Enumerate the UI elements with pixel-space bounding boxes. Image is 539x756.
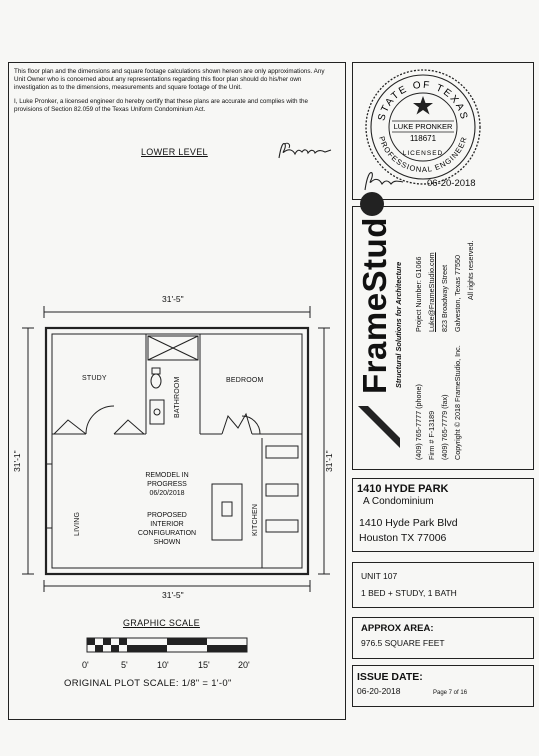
dimension-right: 31'-1" bbox=[324, 450, 334, 472]
room-label-bedroom: BEDROOM bbox=[226, 377, 264, 384]
remodel-line-1: REMODEL IN bbox=[145, 472, 189, 479]
scale-tick-15: 15' bbox=[198, 660, 210, 670]
graphic-scale-title: GRAPHIC SCALE bbox=[123, 618, 200, 628]
remodel-line-3: 06/20/2018 bbox=[149, 490, 185, 497]
floor-plan bbox=[14, 288, 336, 608]
area-info-box bbox=[352, 617, 534, 659]
room-label-kitchen: KITCHEN bbox=[252, 503, 259, 536]
scale-tick-20: 20' bbox=[238, 660, 250, 670]
firm-rights: All rights reserved. bbox=[466, 240, 475, 300]
dimension-bottom: 31'-5" bbox=[162, 590, 184, 600]
firm-copyright: Copyright © 2018 FrameStudio, Inc. bbox=[453, 345, 462, 460]
firm-tagline: Structural Solutions for Architecture bbox=[394, 261, 403, 388]
disclaimer-paragraph-1: This floor plan and the dimensions and square footage calculations shown hereon are only approximations. Any Unit Owner who is concerned about any representations regarding this floor plan should do his/her own investigation as to the dimensions, measurements and square footage of the Unit. bbox=[14, 68, 325, 92]
building-address-line-1: 1410 Hyde Park Blvd bbox=[359, 517, 458, 529]
room-label-living: LIVING bbox=[74, 511, 81, 536]
seal-number: 118671 bbox=[409, 134, 437, 143]
scale-tick-10: 10' bbox=[157, 660, 169, 670]
seal-date: 06-20-2018 bbox=[427, 178, 476, 189]
building-address-line-2: Houston TX 77006 bbox=[359, 532, 447, 544]
firm-street: 823 Broadway Street bbox=[440, 264, 449, 332]
remodel-note bbox=[122, 471, 212, 498]
issue-info-box bbox=[352, 665, 534, 707]
firm-fax: (409) 765-7779 (fax) bbox=[440, 394, 449, 460]
firm-email[interactable]: Luke@FrameStudio.com bbox=[427, 252, 436, 332]
building-info-box bbox=[352, 478, 534, 552]
seal-bottom-text: PROFESSIONAL ENGINEER bbox=[377, 135, 469, 175]
issue-title: ISSUE DATE: bbox=[357, 671, 423, 683]
dimension-top: 31'-5" bbox=[162, 294, 184, 304]
disclaimer bbox=[14, 68, 336, 119]
building-subtitle: A Condominium bbox=[363, 496, 434, 507]
certification-paragraph: I, Luke Pronker, a licensed engineer do hereby certify that these plans are accurate and complies with the provisions of Section 82.059 of the Texas Uniform Condominium Act. bbox=[14, 97, 309, 113]
logo-triangle-icon bbox=[356, 404, 402, 450]
project-number: Project Number: G1066 bbox=[414, 256, 423, 332]
area-value: 976.5 SQUARE FEET bbox=[361, 638, 445, 648]
scale-tick-5: 5' bbox=[121, 660, 128, 670]
brand-circle-icon bbox=[360, 192, 384, 216]
unit-description: 1 BED + STUDY, 1 BATH bbox=[361, 588, 457, 598]
original-plot-scale: ORIGINAL PLOT SCALE: 1/8" = 1'-0" bbox=[64, 678, 232, 689]
building-title: 1410 HYDE PARK bbox=[357, 483, 449, 495]
seal-top-text: STATE OF TEXAS bbox=[376, 79, 470, 123]
floor-plan-drawing bbox=[14, 288, 336, 608]
firm-brand-text: FrameStud bbox=[356, 217, 393, 394]
level-title: LOWER LEVEL bbox=[141, 147, 208, 157]
firm-number: Firm # F-13189 bbox=[427, 410, 436, 460]
graphic-scale-bar bbox=[86, 634, 248, 656]
proposed-line-1: PROPOSED bbox=[147, 512, 187, 519]
area-title: APPROX AREA: bbox=[361, 623, 434, 634]
scale-tick-0: 0' bbox=[82, 660, 89, 670]
seal-signature bbox=[361, 168, 407, 194]
star-icon bbox=[413, 96, 433, 115]
proposed-line-4: SHOWN bbox=[153, 539, 181, 546]
firm-city: Galveston, Texas 77550 bbox=[453, 255, 462, 332]
firm-logo-rotated bbox=[352, 206, 532, 468]
proposed-line-2: INTERIOR bbox=[150, 521, 184, 528]
engineer-signature bbox=[275, 140, 335, 162]
page-number: Page 7 of 16 bbox=[433, 690, 468, 696]
firm-brand bbox=[358, 192, 391, 394]
proposed-line-3: CONFIGURATION bbox=[137, 530, 197, 537]
dimension-left: 31'-1" bbox=[12, 450, 22, 472]
unit-title: UNIT 107 bbox=[361, 571, 398, 581]
unit-info-box bbox=[352, 562, 534, 608]
firm-phone: (409) 765-7777 (phone) bbox=[414, 384, 423, 460]
room-label-bathroom: BATHROOM bbox=[174, 376, 181, 418]
room-label-study: STUDY bbox=[82, 375, 107, 382]
proposed-note bbox=[122, 511, 212, 547]
seal-name: LUKE PRONKER bbox=[393, 122, 453, 131]
remodel-line-2: PROGRESS bbox=[147, 481, 187, 488]
seal-licensed: LICENSED bbox=[402, 150, 444, 157]
issue-date: 06-20-2018 bbox=[357, 686, 401, 696]
